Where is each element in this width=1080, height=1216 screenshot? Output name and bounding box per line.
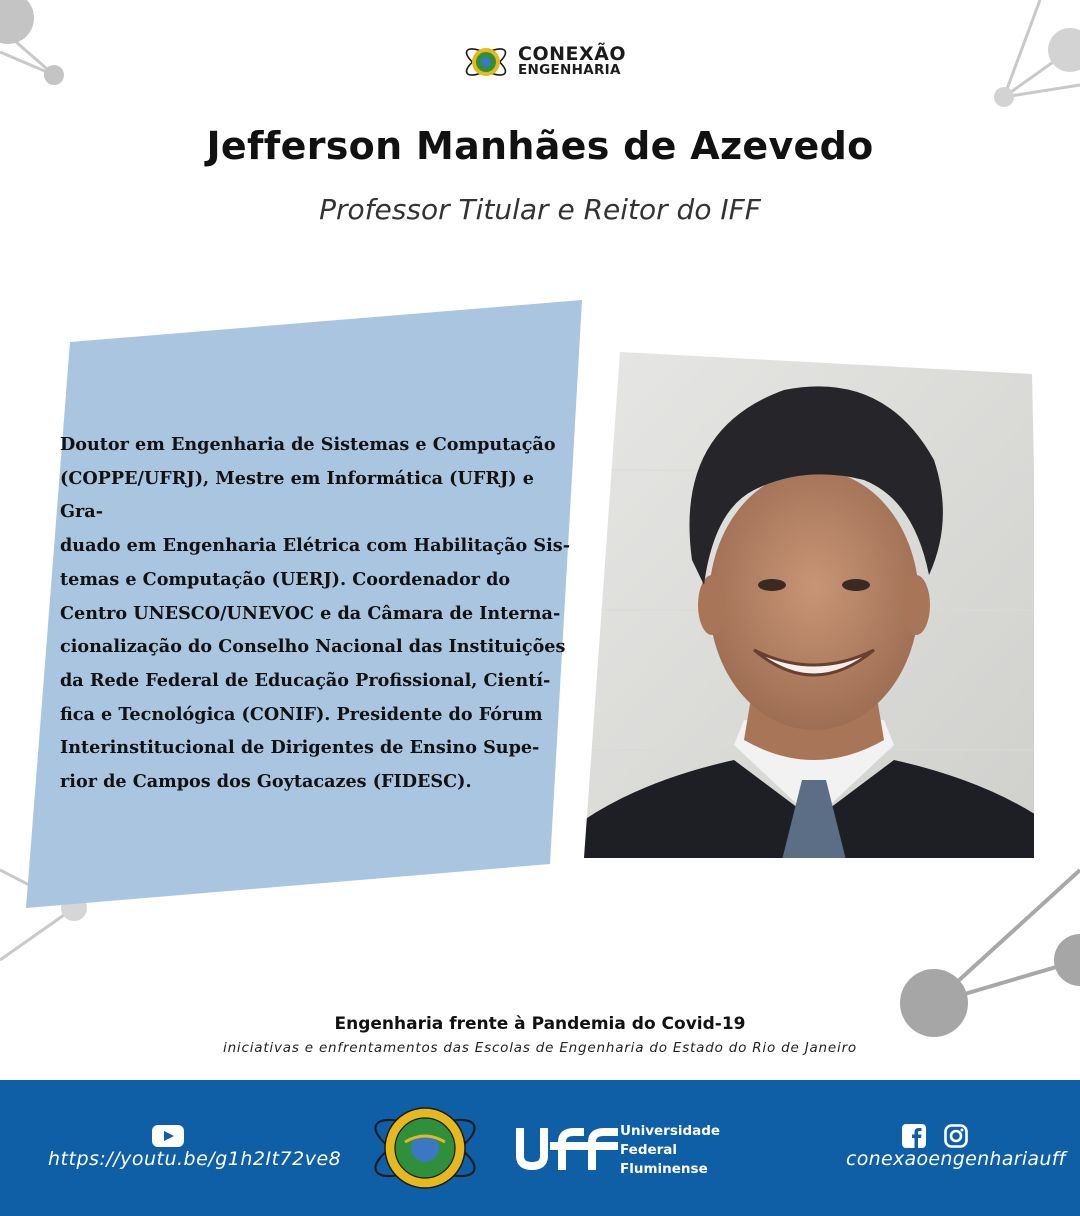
bio-text: [60, 428, 572, 799]
bio-line: duado em Engenharia Elétrica com Habilitação Sis-: [60, 535, 571, 557]
person-name: Jefferson Manhães de Azevedo: [206, 124, 874, 168]
uff-name-line1: Universidade: [620, 1123, 721, 1139]
person-role: Professor Titular e Reitor do IFF: [319, 193, 761, 226]
bio-line: Interinstitucional de Dirigentes de Ensino Supe-: [60, 737, 540, 759]
bio-line: temas e Computação (UERJ). Coordenador do: [60, 568, 511, 590]
brand-line2: ENGENHARIA: [518, 62, 621, 78]
series-title: Engenharia frente à Pandemia do Covid-19: [334, 1014, 746, 1034]
bio-line: fica e Tecnológica (CONIF). Presidente do Fórum: [60, 703, 543, 725]
instagram-icon[interactable]: [944, 1124, 968, 1148]
youtube-link[interactable]: https://youtu.be/g1h2It72ve8: [48, 1148, 342, 1170]
bio-line: rior de Campos dos Goytacazes (FIDESC).: [60, 771, 472, 793]
uff-name-line2: Federal: [620, 1142, 678, 1158]
uff-name: [620, 1122, 720, 1179]
brand-line1: CONEXÃO: [518, 43, 626, 65]
bio-line: da Rede Federal de Educação Profissional, Cientí-: [60, 669, 551, 691]
portrait-photo: [584, 350, 1034, 860]
bio-line: Doutor em Engenharia de Sistemas e Computação: [60, 434, 556, 455]
bio-line: cionalização do Conselho Nacional das Instituições: [60, 636, 566, 658]
escola-engenharia-seal: [370, 1100, 480, 1196]
youtube-icon[interactable]: [152, 1125, 184, 1147]
series-subtitle: iniciativas e enfrentamentos das Escolas de Engenharia do Estado do Rio de Janeiro: [223, 1040, 857, 1056]
brand-wordmark: [518, 43, 626, 78]
bio-line: (COPPE/UFRJ), Mestre em Informática (UFRJ) e Gra-: [60, 467, 534, 523]
bio-line: Centro UNESCO/UNEVOC e da Câmara de Interna-: [60, 602, 561, 624]
facebook-icon[interactable]: [902, 1124, 926, 1148]
uff-name-line3: Fluminense: [620, 1161, 708, 1177]
social-handle[interactable]: conexaoengenhariauff: [846, 1148, 1066, 1170]
uff-logo: [514, 1122, 620, 1174]
